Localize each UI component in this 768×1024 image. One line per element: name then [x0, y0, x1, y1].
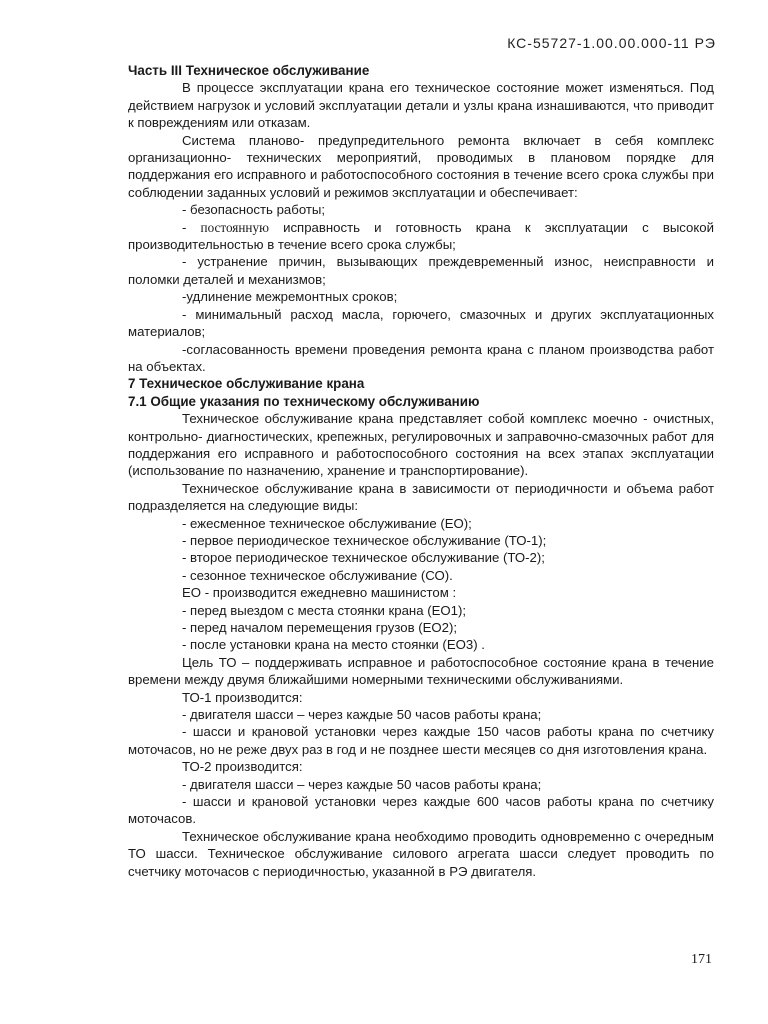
section-7-1-title: 7.1 Общие указания по техническому обслуживанию [128, 393, 480, 409]
maintenance-type-3: - второе периодическое техническое обслуживание (ТО-2); [182, 550, 545, 566]
final-paragraph: Техническое обслуживание крана необходимо проводить одновременно с очередным ТО шасси. Техническое обслуживание силового агрегата шасси следует проводить по счетчику моточасов с периодичностью, указанной в РЭ двигателя. [128, 828, 714, 879]
ensures-item-3: - устранение причин, вызывающих преждевременный износ, неисправности и поломки деталей и механизмов; [128, 254, 714, 287]
to2-intro: ТО-2 производится: [182, 759, 303, 775]
body-paragraph-2: Техническое обслуживание крана в зависимости от периодичности и объема работ подразделяется на следующие виды: [128, 480, 714, 514]
ensures-item-2-word: постоянную [200, 219, 269, 235]
to1-intro: ТО-1 производится: [182, 689, 303, 705]
body-paragraph-1: Техническое обслуживание крана представляет собой комплекс моечно - очистных, контрольно- диагностических, крепежных, регулировочных и заправочно-смазочных работ для поддержания его исправного и работоспособного состояния на всех этапах эксплуатации (использование по назначению, хранение и транспортирование). [128, 411, 714, 479]
to1-item-1: - двигателя шасси – через каждые 50 часов работы крана; [182, 707, 542, 723]
ensures-item-2-rest: исправность и готовность крана к эксплуатации с высокой производительностью в течение всего срока службы; [128, 219, 714, 253]
to2-item-2: - шасси и крановой установки через каждые 600 часов работы крана по счетчику моточасов. [128, 794, 714, 827]
page-content [128, 62, 714, 880]
eo-intro: ЕО - производится ежедневно машинистом : [182, 585, 457, 601]
ensures-item-2-prefix: - [182, 219, 201, 235]
eo-item-1: - перед выездом с места стоянки крана (ЕО1); [182, 602, 467, 618]
eo-item-3: - после установки крана на место стоянки (ЕО3) . [182, 637, 485, 653]
to1-item-2: - шасси и крановой установки через каждые 150 часов работы крана по счетчику моточасов, но не реже двух раз в год и не позднее шести месяцев со дня изготовления крана. [128, 724, 714, 757]
maintenance-type-2: - первое периодическое техническое обслуживание (ТО-1); [182, 532, 547, 548]
maintenance-type-1: - ежесменное техническое обслуживание (ЕО); [182, 515, 472, 531]
ensures-item-1: - безопасность работы; [182, 202, 326, 218]
page-number: 171 [691, 952, 712, 967]
intro-paragraph-2: Система планово- предупредительного ремонта включает в себя комплекс организационно- технических мероприятий, проводимых в плановом порядке для поддержания его исправного и работоспособного состояния в течение всего срока службы при соблюдении заданных условий и режимов эксплуатации и обеспечивает: [128, 132, 714, 200]
to2-item-1: - двигателя шасси – через каждые 50 часов работы крана; [182, 776, 542, 792]
ensures-item-2 [128, 219, 714, 254]
ensures-item-4: -удлинение межремонтных сроков; [182, 289, 398, 305]
intro-paragraph-1: В процессе эксплуатации крана его техническое состояние может изменяться. Под действием нагрузок и условий эксплуатации детали и узлы крана изнашиваются, что приводит к повреждениям или отказам. [128, 80, 714, 131]
part-title: Часть III Техническое обслуживание [128, 63, 370, 78]
eo-item-2: - перед началом перемещения грузов (ЕО2); [182, 620, 458, 635]
to-goal: Цель ТО – поддерживать исправное и работоспособное состояние крана в течение времени между двумя ближайшими номерными техническими обслуживаниями. [128, 654, 714, 688]
maintenance-type-4: - сезонное техническое обслуживание (СО). [182, 567, 453, 583]
ensures-item-6: -согласованность времени проведения ремонта крана с планом производства работ на объектах. [128, 341, 714, 374]
ensures-item-5: - минимальный расход масла, горючего, смазочных и других эксплуатационных материалов; [128, 306, 714, 340]
section-7-title: 7 Техническое обслуживание крана [128, 376, 365, 392]
document-code: КС-55727-1.00.00.000-11 РЭ [507, 35, 716, 51]
